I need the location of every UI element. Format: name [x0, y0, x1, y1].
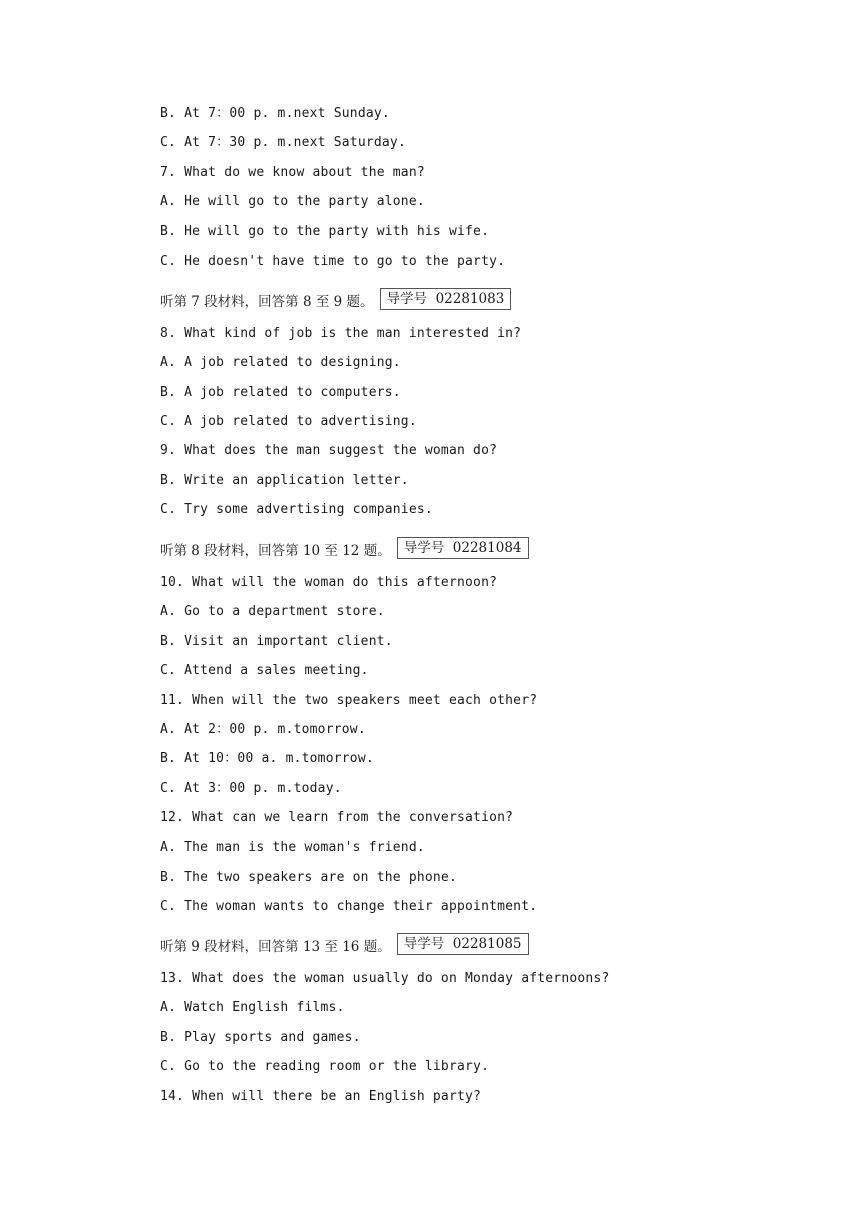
option-line: A. At 2：00 p. m.tomorrow.	[160, 722, 366, 737]
question-line: 8. What kind of job is the man interested in?	[160, 326, 522, 341]
section-heading-text: 听第 9 段材料，回答第 13 至 16 题。	[160, 939, 391, 955]
option-line: B. Play sports and games.	[160, 1030, 361, 1045]
option-line: C. At 7：30 p. m.next Saturday.	[160, 135, 406, 150]
option-line: A. He will go to the party alone.	[160, 194, 425, 209]
question-line: 10. What will the woman do this afternoon?	[160, 575, 498, 590]
question-line: 12. What can we learn from the conversation?	[160, 810, 514, 825]
section-heading	[160, 540, 529, 562]
option-line: C. A job related to advertising.	[160, 414, 417, 429]
option-line: C. Attend a sales meeting.	[160, 663, 369, 678]
section-heading	[160, 936, 529, 958]
guide-number-tag: 导学号 02281083	[380, 288, 512, 310]
section-heading-text: 听第 7 段材料，回答第 8 至 9 题。	[160, 294, 374, 310]
option-line: B. A job related to computers.	[160, 385, 401, 400]
option-line: B. Visit an important client.	[160, 634, 393, 649]
question-line: 14. When will there be an English party?	[160, 1089, 482, 1104]
option-line: C. The woman wants to change their appointment.	[160, 899, 538, 914]
option-line: A. Go to a department store.	[160, 604, 385, 619]
option-line: A. A job related to designing.	[160, 355, 401, 370]
option-line: B. Write an application letter.	[160, 473, 409, 488]
option-line: B. At 10：00 a. m.tomorrow.	[160, 751, 374, 766]
option-line: A. The man is the woman's friend.	[160, 840, 425, 855]
question-line: 13. What does the woman usually do on Monday afternoons?	[160, 971, 610, 986]
question-line: 9. What does the man suggest the woman do?	[160, 443, 498, 458]
option-line: C. At 3：00 p. m.today.	[160, 781, 342, 796]
option-line: A. Watch English films.	[160, 1000, 345, 1015]
option-line: B. The two speakers are on the phone.	[160, 870, 457, 885]
guide-number-tag: 导学号 02281085	[397, 933, 529, 955]
question-line: 7. What do we know about the man?	[160, 165, 425, 180]
option-line: B. At 7：00 p. m.next Sunday.	[160, 106, 390, 121]
section-heading	[160, 291, 511, 313]
guide-number-tag: 导学号 02281084	[397, 537, 529, 559]
option-line: C. Go to the reading room or the library.	[160, 1059, 490, 1074]
option-line: C. Try some advertising companies.	[160, 502, 433, 517]
option-line: B. He will go to the party with his wife.	[160, 224, 490, 239]
option-line: C. He doesn't have time to go to the party.	[160, 254, 506, 269]
section-heading-text: 听第 8 段材料，回答第 10 至 12 题。	[160, 543, 391, 559]
question-line: 11. When will the two speakers meet each other?	[160, 693, 538, 708]
